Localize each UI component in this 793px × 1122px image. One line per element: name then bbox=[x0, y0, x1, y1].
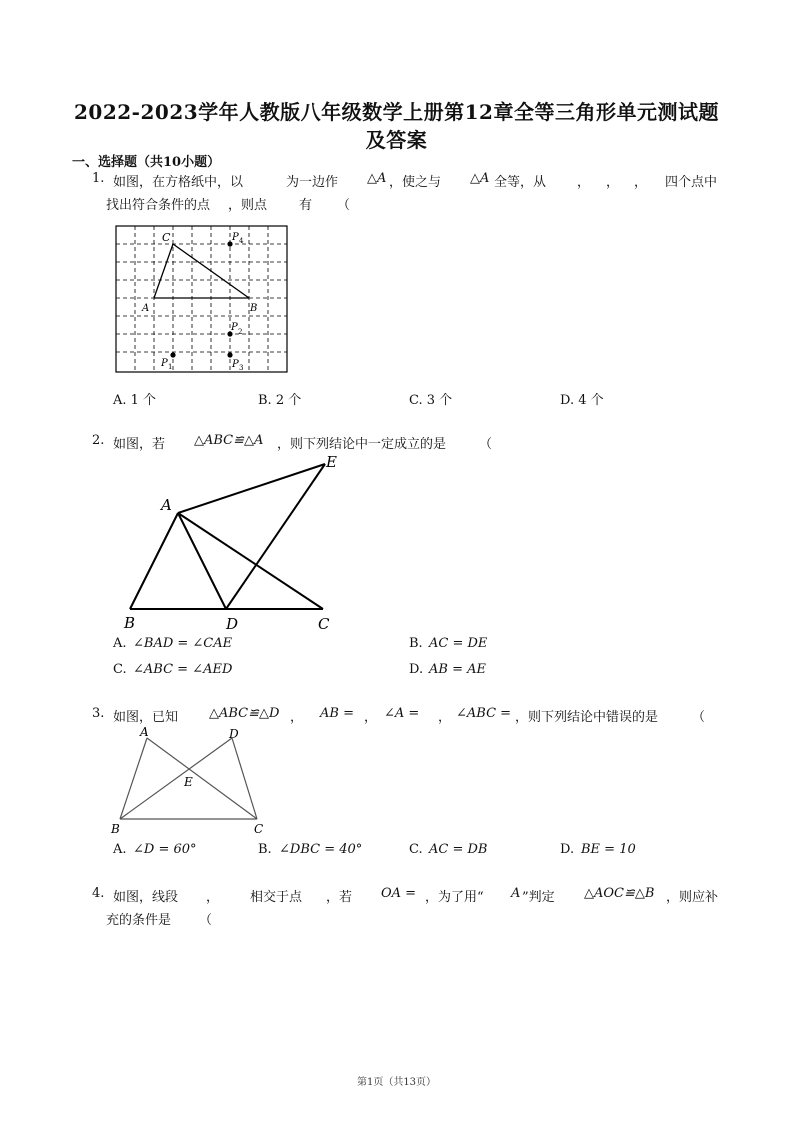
q1-text-h: 四个点中 bbox=[665, 175, 718, 190]
label-p1: P bbox=[161, 358, 168, 369]
q3-number: 3. bbox=[92, 706, 105, 721]
q4-math-c: △AOC≌△B bbox=[584, 886, 655, 901]
q4-text-e: ，为了用“ bbox=[425, 890, 484, 905]
q3-paren: （ bbox=[692, 710, 706, 725]
q1-text-g: ， bbox=[634, 175, 648, 190]
q2-option-a-math[interactable]: ∠BAD = ∠CAE bbox=[133, 636, 233, 651]
q3-option-a-letter[interactable]: A. bbox=[113, 842, 127, 857]
triangle-abc bbox=[154, 244, 249, 298]
q2-option-d-math[interactable]: AB = AE bbox=[429, 662, 486, 677]
label-p2-sub: 2 bbox=[238, 328, 243, 336]
q4-math-a: OA = bbox=[381, 886, 417, 901]
label-p3-sub: 3 bbox=[239, 364, 244, 372]
q1-text-e: ， bbox=[577, 175, 591, 190]
q3-label-a: A bbox=[140, 725, 149, 739]
q2-math: △ABC≌△A bbox=[194, 433, 264, 448]
q1-line2-a: 找出符合条件的点 bbox=[106, 198, 211, 213]
label-p4-sub: 4 bbox=[239, 237, 244, 245]
q2-paren: （ bbox=[479, 437, 493, 452]
label-a: A bbox=[142, 303, 150, 314]
q4-number: 4. bbox=[92, 886, 105, 901]
q3-option-c-letter[interactable]: C. bbox=[409, 842, 423, 857]
q4-text-d: ，若 bbox=[326, 890, 353, 905]
q2-text-a: 如图，若 bbox=[113, 437, 166, 452]
q2-lines bbox=[130, 464, 325, 609]
q3-text-a: 如图，已知 bbox=[113, 710, 179, 725]
q4-line2: 充的条件是 bbox=[106, 913, 172, 928]
q2-option-c-math[interactable]: ∠ABC = ∠AED bbox=[133, 662, 233, 677]
q3-math-a: △ABC≌△D bbox=[209, 706, 280, 721]
page-title-line-2: 及答案 bbox=[365, 128, 428, 152]
q3-math-c: ∠A = bbox=[384, 706, 420, 721]
q4-text-c: 相交于点 bbox=[250, 890, 303, 905]
q2-label-c: C bbox=[318, 615, 330, 633]
q3-figure bbox=[108, 724, 273, 836]
q2-option-d-letter[interactable]: D. bbox=[409, 662, 424, 677]
label-c: C bbox=[162, 231, 171, 244]
grid-lines bbox=[116, 226, 287, 372]
point-p1 bbox=[170, 352, 175, 357]
q3-option-b-math[interactable]: ∠DBC = 40° bbox=[279, 842, 363, 857]
q1-number: 1. bbox=[92, 171, 105, 186]
label-b: B bbox=[250, 303, 258, 314]
q3-option-a-math[interactable]: ∠D = 60° bbox=[133, 842, 197, 857]
q3-option-d-letter[interactable]: D. bbox=[560, 842, 575, 857]
section-heading: 一、选择题（共10小题） bbox=[72, 155, 221, 170]
q3-label-d: D bbox=[229, 727, 239, 741]
q2-option-a-letter[interactable]: A. bbox=[113, 636, 127, 651]
q4-text-b: ， bbox=[206, 890, 220, 905]
q2-label-a: A bbox=[161, 496, 172, 514]
q3-label-c: C bbox=[254, 822, 264, 836]
q1-text-f: ， bbox=[606, 175, 620, 190]
q1-grid-figure bbox=[110, 220, 300, 380]
grid-border bbox=[116, 226, 287, 372]
q1-option-c[interactable]: C. 3 个 bbox=[409, 393, 453, 408]
q2-label-d: D bbox=[226, 615, 239, 633]
q1-option-b[interactable]: B. 2 个 bbox=[258, 393, 302, 408]
q2-option-b-math[interactable]: AC = DE bbox=[429, 636, 488, 651]
q3-option-b-letter[interactable]: B. bbox=[258, 842, 272, 857]
q3-label-b: B bbox=[111, 822, 120, 836]
q2-figure bbox=[118, 452, 348, 634]
label-p4: P bbox=[232, 232, 239, 243]
q3-option-c-math[interactable]: AC = DB bbox=[429, 842, 488, 857]
q4-text-g: ，则应补 bbox=[666, 890, 719, 905]
q1-line2-b: ，则点 bbox=[228, 198, 268, 213]
q3-math-d: ∠ABC = bbox=[456, 706, 512, 721]
q4-paren: （ bbox=[199, 913, 213, 928]
point-p3 bbox=[227, 352, 232, 357]
q1-math-c: △A bbox=[470, 171, 490, 186]
q1-option-d[interactable]: D. 4 个 bbox=[560, 393, 604, 408]
q1-math-b: △A bbox=[367, 171, 387, 186]
q3-label-e: E bbox=[184, 775, 193, 789]
page-title-line-1: 2022-2023学年人教版八年级数学上册第12章全等三角形单元测试题 bbox=[74, 100, 719, 124]
q2-text-b: ，则下列结论中一定成立的是 bbox=[277, 437, 447, 452]
q3-option-d-math[interactable]: BE = 10 bbox=[581, 842, 636, 857]
q1-text-b: 为一边作 bbox=[286, 175, 339, 190]
label-p1-sub: 1 bbox=[168, 363, 173, 371]
q2-option-c-letter[interactable]: C. bbox=[113, 662, 127, 677]
q2-label-e: E bbox=[326, 453, 337, 471]
q1-text-a: 如图，在方格纸中，以 bbox=[113, 175, 244, 190]
q3-text-b: ，则下列结论中错误的是 bbox=[515, 710, 659, 725]
page-footer: 第1页（共13页） bbox=[356, 1077, 437, 1088]
q1-line2-d: （ bbox=[337, 198, 351, 213]
q1-text-c: ，使之与 bbox=[389, 175, 442, 190]
q1-line2-c: 有 bbox=[299, 198, 313, 213]
q4-math-b: A bbox=[511, 886, 521, 901]
q2-option-b-letter[interactable]: B. bbox=[409, 636, 423, 651]
q1-text-d: 全等，从 bbox=[494, 175, 547, 190]
q4-text-a: 如图，线段 bbox=[113, 890, 179, 905]
q3-sep-2: ， bbox=[364, 710, 378, 725]
q1-option-a[interactable]: A. 1 个 bbox=[113, 393, 157, 408]
q3-sep-1: ， bbox=[290, 710, 304, 725]
label-p2: P bbox=[231, 322, 238, 333]
q3-sep-3: ， bbox=[438, 710, 452, 725]
q2-label-b: B bbox=[124, 614, 136, 632]
q2-number: 2. bbox=[92, 433, 105, 448]
label-p3: P bbox=[232, 359, 239, 370]
q3-math-b: AB = bbox=[320, 706, 354, 721]
q4-text-f: ”判定 bbox=[522, 890, 555, 905]
